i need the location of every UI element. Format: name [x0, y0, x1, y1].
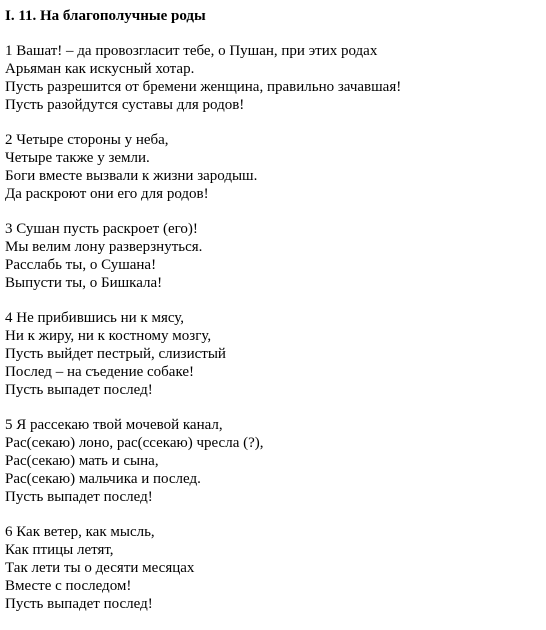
hymn-title: I. 11. На благополучные роды — [5, 8, 206, 24]
verse-line: Так лети ты о десяти месяцах — [5, 560, 195, 576]
verse-line: Вместе с последом! — [5, 578, 132, 594]
verse-line: Да раскроют они его для родов! — [5, 186, 209, 202]
stanza-1 — [5, 42, 541, 114]
verse-line: Пусть выпадет послед! — [5, 596, 153, 612]
verse-line: Рас(секаю) мальчика и послед. — [5, 471, 201, 487]
verse-line: Расслабь ты, о Сушана! — [5, 257, 157, 273]
verse-line: 6 Как ветер, как мысль, — [5, 524, 155, 540]
verse-line: Как птицы летят, — [5, 542, 114, 558]
verse-line: Мы велим лону разверзнуться. — [5, 239, 203, 255]
verse-line: Пусть выпадет послед! — [5, 489, 153, 505]
verse-line: Послед – на съедение собаке! — [5, 364, 195, 380]
verse-line: Четыре также у земли. — [5, 150, 150, 166]
stanza-5 — [5, 416, 541, 506]
verse-line: 1 Вашат! – да провозгласит тебе, о Пушан, при этих родах — [5, 43, 378, 59]
verse-line: Боги вместе вызвали к жизни зародыш. — [5, 168, 258, 184]
verse-line: Пусть разрешится от бремени женщина, правильно зачавшая! — [5, 79, 402, 95]
verse-line: 4 Не прибившись ни к мясу, — [5, 310, 185, 326]
verse-line: Арьяман как искусный хотар. — [5, 61, 195, 77]
verse-line: Пусть выпадет послед! — [5, 382, 153, 398]
stanza-4 — [5, 309, 541, 399]
verse-line: Пусть выйдет пестрый, слизистый — [5, 346, 226, 362]
verse-line: 5 Я рассекаю твой мочевой канал, — [5, 417, 223, 433]
stanza-2 — [5, 131, 541, 203]
verse-line: 2 Четыре стороны у неба, — [5, 132, 169, 148]
verse-line: Пусть разойдутся суставы для родов! — [5, 97, 245, 113]
stanza-6 — [5, 523, 541, 613]
verse-line: Рас(секаю) лоно, рас(ссекаю) чресла (?), — [5, 435, 264, 451]
verse-line: 3 Сушан пусть раскроет (его)! — [5, 221, 198, 237]
verse-line: Рас(секаю) мать и сына, — [5, 453, 159, 469]
document-page — [5, 7, 541, 630]
verse-line: Выпусти ты, о Бишкала! — [5, 275, 163, 291]
stanza-3 — [5, 220, 541, 292]
verse-line: Ни к жиру, ни к костному мозгу, — [5, 328, 212, 344]
